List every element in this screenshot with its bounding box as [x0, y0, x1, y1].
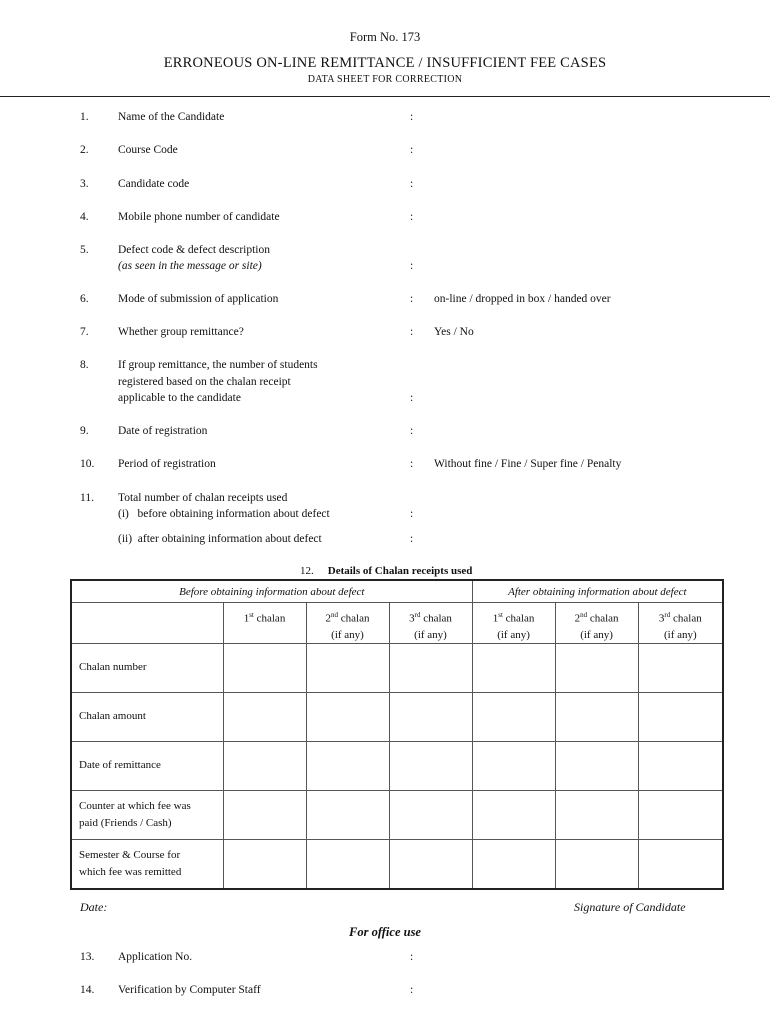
- row-label-chalan-amount: Chalan amount: [71, 692, 223, 741]
- table-cell[interactable]: [306, 839, 389, 889]
- form-number: Form No. 173: [349, 30, 421, 44]
- chalan-table-number: 12.: [300, 565, 314, 577]
- row-label-chalan-number: Chalan number: [71, 643, 223, 692]
- table-cell[interactable]: [223, 692, 306, 741]
- row-label-semester-course: Semester & Course for which fee was remitted: [71, 839, 223, 889]
- table-cell[interactable]: [306, 643, 389, 692]
- field-submission-mode-options: on-line / dropped in box / handed over: [434, 293, 611, 305]
- field-candidate-code-colon: :: [410, 178, 414, 190]
- col-header-before-1: 1st chalan: [223, 603, 306, 644]
- table-row: [71, 741, 723, 790]
- field-submission-mode-colon: :: [410, 293, 414, 305]
- table-cell[interactable]: [638, 643, 723, 692]
- field-6-number: 6.: [80, 293, 89, 305]
- table-cell[interactable]: [223, 643, 306, 692]
- field-chalan-count-after-label: (ii) after obtaining information about defect: [118, 533, 322, 545]
- field-chalan-count-label: Total number of chalan receipts used: [118, 492, 288, 504]
- field-mobile-colon: :: [410, 211, 414, 223]
- chalan-table-heading: [300, 565, 472, 577]
- row-header-corner: [71, 603, 223, 644]
- chalan-table-title: Details of Chalan receipts used: [327, 565, 473, 577]
- field-group-students-label-2: registered based on the chalan receipt: [118, 376, 291, 388]
- table-cell[interactable]: [472, 692, 555, 741]
- form-title: ERRONEOUS ON-LINE REMITTANCE / INSUFFICIENT FEE CASES: [163, 55, 607, 71]
- group-header-after: After obtaining information about defect: [472, 580, 723, 603]
- field-4-number: 4.: [80, 211, 89, 223]
- field-3-number: 3.: [80, 178, 89, 190]
- field-group-remittance-colon: :: [410, 326, 414, 338]
- header-divider: [0, 96, 770, 97]
- row-label-remittance-date: Date of remittance: [71, 741, 223, 790]
- chalan-details-table: [70, 579, 724, 890]
- table-row: [71, 839, 723, 889]
- table-cell[interactable]: [472, 839, 555, 889]
- table-cell[interactable]: [638, 790, 723, 839]
- table-cell[interactable]: [472, 741, 555, 790]
- field-course-code-label: Course Code: [118, 144, 178, 156]
- table-cell[interactable]: [389, 692, 472, 741]
- table-cell[interactable]: [638, 692, 723, 741]
- table-cell[interactable]: [472, 643, 555, 692]
- field-registration-period-options: Without fine / Fine / Super fine / Penalty: [434, 458, 622, 470]
- field-14-number: 14.: [80, 984, 95, 996]
- field-5-number: 5.: [80, 244, 89, 256]
- col-header-before-2: 2nd chalan (if any): [306, 603, 389, 644]
- field-mobile-label: Mobile phone number of candidate: [118, 211, 280, 223]
- field-defect-code-label: Defect code & defect description: [118, 244, 270, 256]
- table-cell[interactable]: [223, 790, 306, 839]
- field-course-code-colon: :: [410, 144, 414, 156]
- col-header-before-3: 3rd chalan (if any): [389, 603, 472, 644]
- table-row: [71, 643, 723, 692]
- field-candidate-name-label: Name of the Candidate: [118, 111, 225, 123]
- field-registration-period-label: Period of registration: [118, 458, 216, 470]
- field-verification-colon: :: [410, 984, 414, 996]
- field-verification-label: Verification by Computer Staff: [118, 984, 261, 996]
- field-chalan-count-before-label: (i) before obtaining information about defect: [118, 508, 330, 520]
- field-candidate-code-label: Candidate code: [118, 178, 190, 190]
- table-cell[interactable]: [472, 790, 555, 839]
- field-application-no-label: Application No.: [118, 951, 193, 963]
- table-row: [71, 692, 723, 741]
- table-cell[interactable]: [306, 692, 389, 741]
- field-group-students-colon: :: [410, 392, 414, 404]
- table-cell[interactable]: [555, 839, 638, 889]
- office-use-heading: For office use: [349, 925, 421, 939]
- table-cell[interactable]: [306, 741, 389, 790]
- table-cell[interactable]: [223, 741, 306, 790]
- form-subtitle: DATA SHEET FOR CORRECTION: [307, 74, 463, 85]
- table-cell[interactable]: [555, 643, 638, 692]
- table-cell[interactable]: [389, 790, 472, 839]
- field-9-number: 9.: [80, 425, 89, 437]
- table-row: [71, 790, 723, 839]
- signature-label: Signature of Candidate: [574, 900, 686, 914]
- field-chalan-count-after-colon: :: [410, 533, 414, 545]
- field-defect-code-note: (as seen in the message or site): [118, 260, 262, 272]
- field-8-number: 8.: [80, 359, 89, 371]
- table-cell[interactable]: [306, 790, 389, 839]
- group-header-before: Before obtaining information about defect: [71, 580, 472, 603]
- field-chalan-count-before-colon: :: [410, 508, 414, 520]
- field-registration-period-colon: :: [410, 458, 414, 470]
- field-application-no-colon: :: [410, 951, 414, 963]
- table-cell[interactable]: [389, 643, 472, 692]
- field-group-students-label-1: If group remittance, the number of students: [118, 359, 318, 371]
- table-cell[interactable]: [555, 741, 638, 790]
- field-group-remittance-label: Whether group remittance?: [118, 326, 244, 338]
- field-11-number: 11.: [80, 492, 94, 504]
- field-group-students-label-3: applicable to the candidate: [118, 392, 241, 404]
- field-group-remittance-options: Yes / No: [434, 326, 474, 338]
- table-cell[interactable]: [638, 741, 723, 790]
- table-cell[interactable]: [389, 839, 472, 889]
- col-header-after-1: 1st chalan (if any): [472, 603, 555, 644]
- field-13-number: 13.: [80, 951, 95, 963]
- col-header-after-3: 3rd chalan (if any): [638, 603, 723, 644]
- field-registration-date-label: Date of registration: [118, 425, 208, 437]
- table-cell[interactable]: [389, 741, 472, 790]
- table-cell[interactable]: [555, 790, 638, 839]
- field-registration-date-colon: :: [410, 425, 414, 437]
- field-1-number: 1.: [80, 111, 89, 123]
- field-2-number: 2.: [80, 144, 89, 156]
- row-label-counter: Counter at which fee was paid (Friends / Cash): [71, 790, 223, 839]
- field-candidate-name-colon: :: [410, 111, 414, 123]
- field-10-number: 10.: [80, 458, 95, 470]
- field-7-number: 7.: [80, 326, 89, 338]
- date-label: Date:: [80, 900, 108, 914]
- field-submission-mode-label: Mode of submission of application: [118, 293, 279, 305]
- field-defect-code-colon: :: [410, 260, 414, 272]
- table-cell[interactable]: [555, 692, 638, 741]
- col-header-after-2: 2nd chalan (if any): [555, 603, 638, 644]
- table-cell[interactable]: [223, 839, 306, 889]
- table-cell[interactable]: [638, 839, 723, 889]
